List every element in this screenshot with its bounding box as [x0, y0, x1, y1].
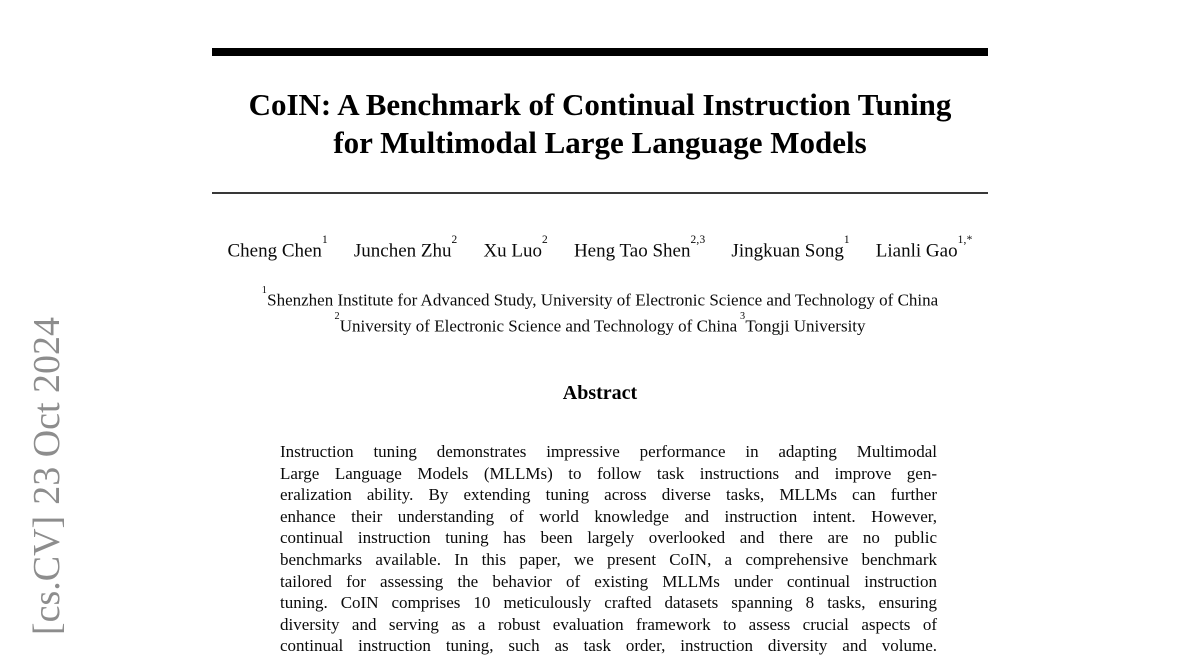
- arxiv-sidebar-watermark: [25, 317, 69, 635]
- author-affiliation-sup: 2: [542, 233, 548, 246]
- author: [731, 233, 850, 262]
- author-name: Lianli Gao: [875, 240, 958, 262]
- author: [573, 233, 706, 262]
- arxiv-date-label: 23 Oct 2024: [26, 316, 68, 505]
- authors-row: [212, 233, 988, 262]
- author-name: Jingkuan Song: [731, 240, 844, 262]
- affiliation-text: University of Electronic Science and Technology of China: [339, 316, 738, 336]
- author: [353, 233, 458, 262]
- paper-title: [212, 86, 988, 162]
- affiliations: [212, 286, 988, 337]
- author-affiliation-sup: 2,3: [690, 233, 706, 246]
- author-affiliation-sup: 1: [321, 233, 328, 246]
- affiliation-sup: 1: [261, 285, 268, 297]
- abstract-line: benchmarks available. In this paper, we present CoIN, a comprehensive benchmark: [280, 549, 937, 569]
- author: [483, 233, 548, 262]
- abstract-line: diversity and serving as a robust evaluation framework to assess crucial aspects of: [280, 614, 937, 634]
- arxiv-category-label: [cs.CV]: [26, 515, 68, 636]
- title-separator-rule: [212, 192, 988, 194]
- paper-title-line-2: for Multimodal Large Language Models: [333, 125, 867, 160]
- author-name: Heng Tao Shen: [573, 240, 691, 262]
- author: [227, 233, 328, 262]
- abstract-line: eralization ability. By extending tuning across diverse tasks, MLLMs can further: [280, 485, 937, 505]
- author-affiliation-sup: 1,*: [957, 233, 973, 246]
- abstract-line: continual instruction tuning has been largely overlooked and there are no public: [280, 528, 937, 548]
- author-name: Cheng Chen: [227, 240, 322, 262]
- abstract-line: Instruction tuning demonstrates impressive performance in adapting Multimodal: [280, 442, 937, 461]
- author: [875, 233, 973, 262]
- affiliation-text: Tongji University: [745, 316, 866, 336]
- abstract-line: Large Language Models (MLLMs) to follow task instructions and improve gen-: [280, 463, 937, 483]
- affiliation-text: Shenzhen Institute for Advanced Study, University of Electronic Science and Technology of China: [267, 290, 939, 310]
- affiliation-line-1: [212, 286, 988, 312]
- author-name: Junchen Zhu: [353, 240, 452, 262]
- affiliation-sup: 2: [334, 311, 340, 323]
- top-rule-thick: [212, 48, 988, 56]
- author-affiliation-sup: 1: [843, 233, 850, 246]
- affiliation-line-2: [212, 312, 988, 338]
- abstract-line: enhance their understanding of world knowledge and instruction intent. However,: [280, 506, 937, 526]
- abstract-line: tailored for assessing the behavior of existing MLLMs under continual instruction: [280, 571, 937, 591]
- abstract-line: continual instruction tuning, such as task order, instruction diversity and volume.: [280, 636, 937, 656]
- paper-title-line-1: CoIN: A Benchmark of Continual Instruction Tuning: [248, 87, 952, 122]
- author-affiliation-sup: 2: [451, 233, 458, 246]
- abstract-paragraph: [280, 441, 937, 657]
- abstract-heading: Abstract: [562, 382, 638, 404]
- abstract-line: tuning. CoIN comprises 10 meticulously crafted datasets spanning 8 tasks, ensuring: [280, 593, 937, 613]
- affiliation-sup: 3: [740, 311, 746, 323]
- author-name: Xu Luo: [483, 240, 543, 262]
